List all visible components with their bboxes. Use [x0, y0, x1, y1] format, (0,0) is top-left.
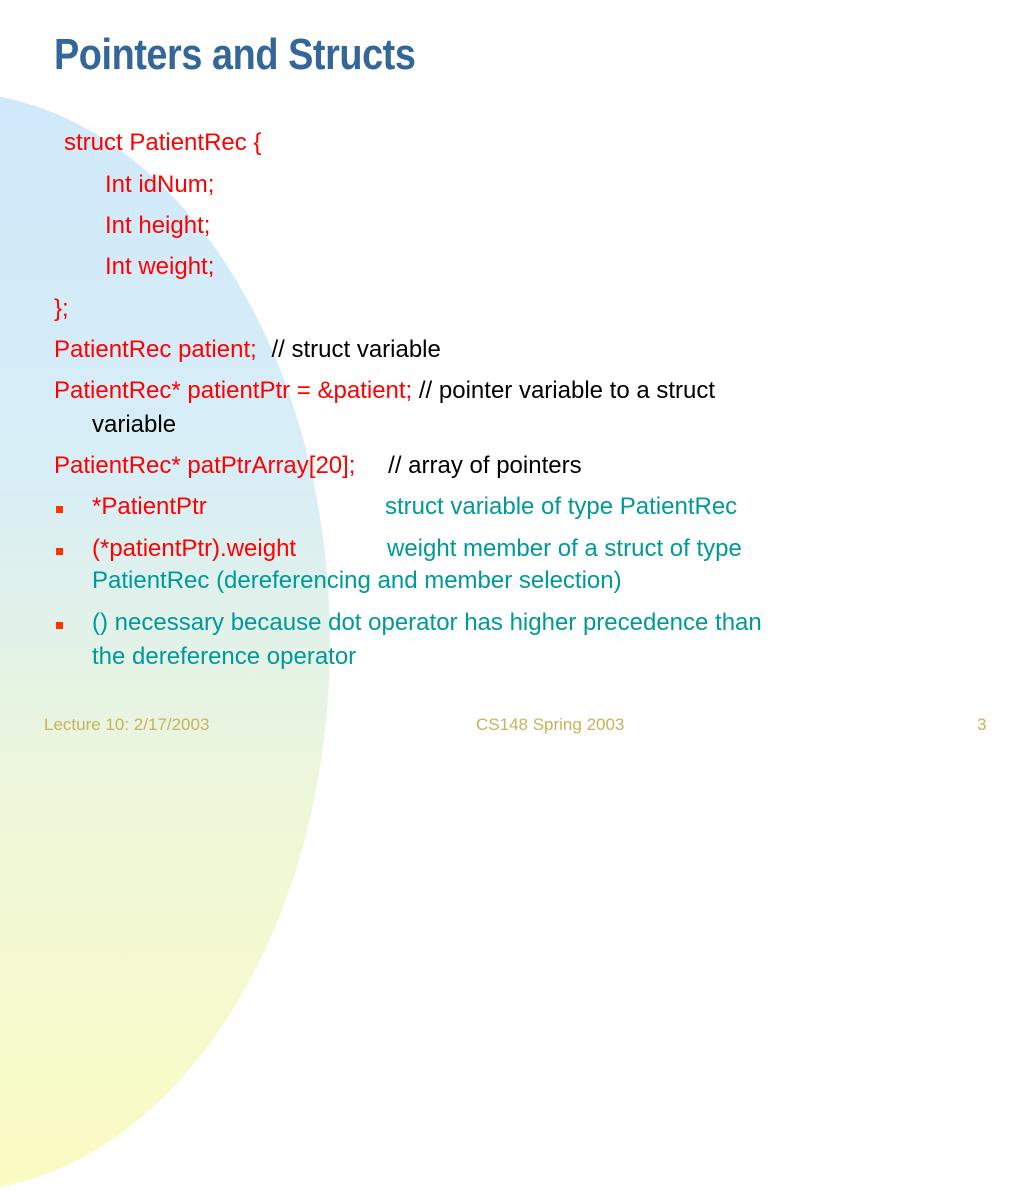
code-field-height: Int height; — [105, 212, 211, 239]
code-decl-array-text: PatientRec* patPtrArray[20]; — [54, 452, 356, 479]
code-struct-open: struct PatientRec { — [64, 129, 262, 156]
code-decl-pointer — [54, 374, 715, 408]
code-decl-array — [54, 449, 582, 483]
bullet-3-text: () necessary because dot operator has higher precedence than — [92, 609, 762, 636]
bullet-3-text-cont: the dereference operator — [92, 643, 357, 670]
code-struct-close: }; — [54, 295, 69, 322]
footer-page-number: 3 — [977, 715, 987, 734]
footer-lecture: Lecture 10: 2/17/2003 — [44, 715, 210, 734]
bullet-marker — [56, 548, 63, 555]
code-field-weight: Int weight; — [105, 253, 215, 280]
code-decl-pointer-text: PatientRec* patientPtr = &patient; — [54, 377, 413, 404]
code-decl-pointer-comment-cont: variable — [92, 411, 177, 438]
slide-title: Pointers and Structs — [54, 30, 416, 79]
bullet-2-desc: weight member of a struct of type — [387, 535, 742, 562]
bullet-1-term: *PatientPtr — [92, 493, 207, 520]
code-decl-patient-text: PatientRec patient; — [54, 336, 257, 363]
footer-course: CS148 Spring 2003 — [476, 715, 625, 734]
bullet-2-desc-cont: PatientRec (dereferencing and member selection) — [92, 567, 622, 594]
bullet-marker — [56, 506, 63, 513]
bullet-2-term: (*patientPtr).weight — [92, 535, 297, 562]
bullet-marker — [56, 622, 63, 629]
code-field-idnum: Int idNum; — [105, 171, 215, 198]
code-decl-array-comment: // array of pointers — [388, 452, 582, 479]
bullet-1-desc: struct variable of type PatientRec — [385, 493, 738, 520]
code-decl-patient-comment: // struct variable — [271, 336, 441, 363]
code-decl-patient — [54, 333, 441, 367]
code-decl-pointer-comment: // pointer variable to a struct — [418, 377, 716, 404]
